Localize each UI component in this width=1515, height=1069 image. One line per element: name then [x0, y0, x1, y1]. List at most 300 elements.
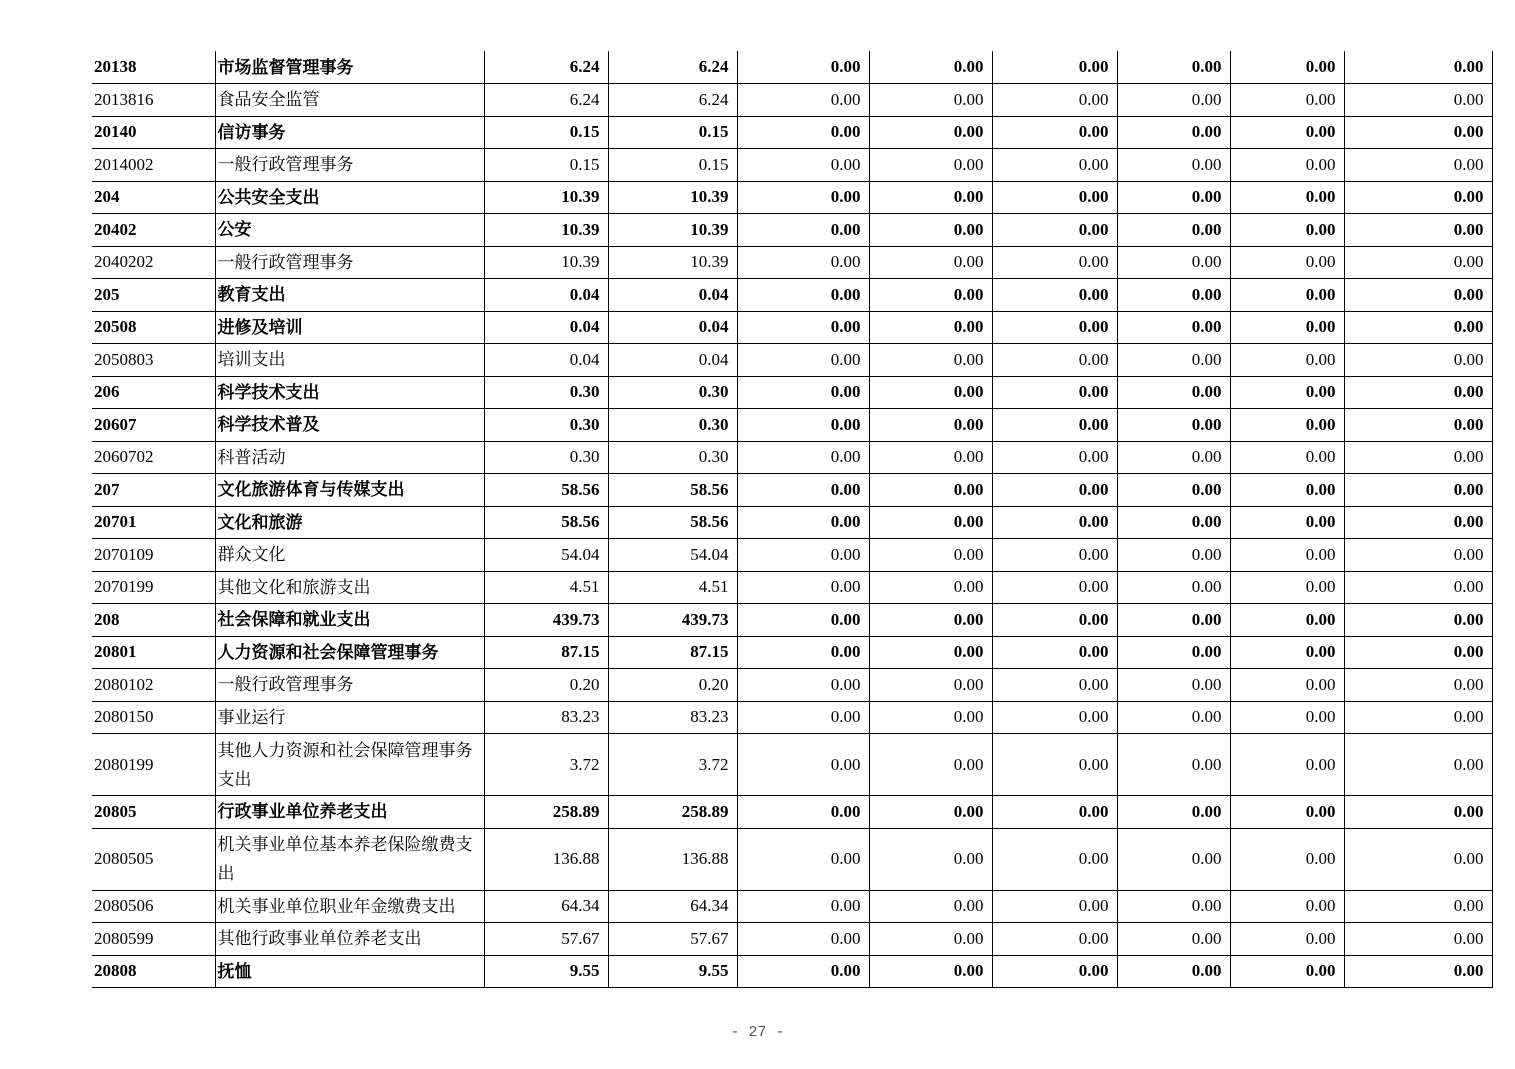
budget-table — [92, 51, 1493, 988]
amount-cell: 58.56 — [484, 506, 608, 539]
table-row — [92, 539, 1492, 572]
amount-cell: 0.00 — [1117, 796, 1230, 829]
table-row — [92, 506, 1492, 539]
amount-cell: 0.00 — [992, 604, 1117, 637]
amount-cell: 0.00 — [992, 506, 1117, 539]
amount-cell: 0.00 — [992, 796, 1117, 829]
amount-cell: 0.00 — [1344, 441, 1492, 474]
amount-cell: 0.00 — [992, 409, 1117, 442]
amount-cell: 0.00 — [1344, 84, 1492, 117]
amount-cell: 0.00 — [1117, 506, 1230, 539]
subject-code-cell: 208 — [92, 604, 215, 637]
amount-cell: 0.00 — [737, 604, 869, 637]
table-row — [92, 734, 1492, 796]
subject-code-cell: 206 — [92, 376, 215, 409]
amount-cell: 0.00 — [1230, 636, 1344, 669]
amount-cell: 0.00 — [737, 636, 869, 669]
amount-cell: 0.00 — [992, 441, 1117, 474]
amount-cell: 57.67 — [608, 923, 737, 956]
amount-cell: 0.00 — [992, 890, 1117, 923]
amount-cell: 0.00 — [1344, 923, 1492, 956]
subject-code-cell: 20808 — [92, 955, 215, 988]
amount-cell: 0.00 — [737, 890, 869, 923]
amount-cell: 0.00 — [869, 636, 992, 669]
amount-cell: 0.00 — [1230, 279, 1344, 312]
amount-cell: 0.00 — [737, 149, 869, 182]
amount-cell: 0.00 — [1117, 701, 1230, 734]
amount-cell: 0.00 — [1117, 474, 1230, 507]
amount-cell: 0.00 — [737, 734, 869, 796]
amount-cell: 0.00 — [737, 955, 869, 988]
amount-cell: 0.00 — [992, 539, 1117, 572]
amount-cell: 0.00 — [992, 669, 1117, 702]
table-row — [92, 441, 1492, 474]
amount-cell: 0.00 — [737, 246, 869, 279]
subject-code-cell: 2080599 — [92, 923, 215, 956]
amount-cell: 0.00 — [1344, 604, 1492, 637]
amount-cell: 0.00 — [1230, 828, 1344, 890]
subject-name-cell: 其他人力资源和社会保障管理事务支出 — [215, 734, 484, 796]
amount-cell: 0.00 — [992, 923, 1117, 956]
amount-cell: 0.00 — [992, 955, 1117, 988]
amount-cell: 0.00 — [1344, 571, 1492, 604]
amount-cell: 0.00 — [737, 701, 869, 734]
table-row — [92, 376, 1492, 409]
amount-cell: 0.00 — [869, 441, 992, 474]
amount-cell: 10.39 — [484, 214, 608, 247]
amount-cell: 0.00 — [1344, 279, 1492, 312]
table-row — [92, 409, 1492, 442]
amount-cell: 0.00 — [1117, 181, 1230, 214]
table-row — [92, 669, 1492, 702]
amount-cell: 0.15 — [484, 116, 608, 149]
amount-cell: 0.00 — [737, 376, 869, 409]
subject-code-cell: 2040202 — [92, 246, 215, 279]
amount-cell: 0.00 — [992, 701, 1117, 734]
table-row — [92, 604, 1492, 637]
amount-cell: 0.00 — [1117, 734, 1230, 796]
amount-cell: 439.73 — [608, 604, 737, 637]
amount-cell: 0.00 — [1344, 474, 1492, 507]
subject-name-cell: 社会保障和就业支出 — [215, 604, 484, 637]
amount-cell: 0.00 — [737, 506, 869, 539]
amount-cell: 0.00 — [737, 828, 869, 890]
amount-cell: 0.00 — [1117, 246, 1230, 279]
amount-cell: 0.00 — [1344, 376, 1492, 409]
amount-cell: 0.00 — [737, 311, 869, 344]
subject-name-cell: 科学技术普及 — [215, 409, 484, 442]
subject-name-cell: 公安 — [215, 214, 484, 247]
amount-cell: 6.24 — [484, 84, 608, 117]
amount-cell: 0.00 — [1117, 116, 1230, 149]
amount-cell: 0.00 — [737, 669, 869, 702]
amount-cell: 0.30 — [608, 409, 737, 442]
amount-cell: 0.00 — [1230, 955, 1344, 988]
amount-cell: 0.00 — [1230, 506, 1344, 539]
amount-cell: 136.88 — [608, 828, 737, 890]
amount-cell: 6.24 — [608, 51, 737, 84]
amount-cell: 0.00 — [869, 955, 992, 988]
table-row — [92, 890, 1492, 923]
amount-cell: 0.00 — [737, 796, 869, 829]
amount-cell: 0.00 — [992, 181, 1117, 214]
subject-name-cell: 机关事业单位基本养老保险缴费支出 — [215, 828, 484, 890]
subject-name-cell: 信访事务 — [215, 116, 484, 149]
amount-cell: 0.00 — [992, 376, 1117, 409]
amount-cell: 0.00 — [869, 51, 992, 84]
amount-cell: 0.00 — [1117, 604, 1230, 637]
amount-cell: 0.00 — [1230, 604, 1344, 637]
amount-cell: 0.00 — [1117, 149, 1230, 182]
subject-code-cell: 20140 — [92, 116, 215, 149]
amount-cell: 54.04 — [608, 539, 737, 572]
amount-cell: 57.67 — [484, 923, 608, 956]
amount-cell: 0.00 — [1117, 828, 1230, 890]
subject-code-cell: 20701 — [92, 506, 215, 539]
subject-name-cell: 科普活动 — [215, 441, 484, 474]
amount-cell: 0.00 — [1344, 890, 1492, 923]
amount-cell: 0.00 — [1344, 344, 1492, 377]
amount-cell: 10.39 — [608, 181, 737, 214]
table-row — [92, 246, 1492, 279]
amount-cell: 0.00 — [869, 181, 992, 214]
amount-cell: 0.00 — [1344, 116, 1492, 149]
subject-name-cell: 行政事业单位养老支出 — [215, 796, 484, 829]
amount-cell: 0.04 — [608, 311, 737, 344]
amount-cell: 0.15 — [608, 116, 737, 149]
amount-cell: 4.51 — [484, 571, 608, 604]
amount-cell: 0.00 — [1117, 890, 1230, 923]
subject-code-cell: 2060702 — [92, 441, 215, 474]
amount-cell: 0.15 — [484, 149, 608, 182]
subject-name-cell: 教育支出 — [215, 279, 484, 312]
amount-cell: 64.34 — [484, 890, 608, 923]
amount-cell: 0.00 — [1230, 669, 1344, 702]
page-number: - 27 - — [730, 1024, 785, 1041]
amount-cell: 3.72 — [484, 734, 608, 796]
amount-cell: 0.00 — [737, 344, 869, 377]
amount-cell: 0.00 — [1230, 246, 1344, 279]
amount-cell: 0.00 — [869, 84, 992, 117]
subject-name-cell: 科学技术支出 — [215, 376, 484, 409]
amount-cell: 258.89 — [608, 796, 737, 829]
amount-cell: 10.39 — [484, 181, 608, 214]
amount-cell: 0.00 — [1230, 734, 1344, 796]
subject-name-cell: 其他行政事业单位养老支出 — [215, 923, 484, 956]
subject-code-cell: 2080199 — [92, 734, 215, 796]
amount-cell: 0.00 — [869, 828, 992, 890]
amount-cell: 0.00 — [1230, 923, 1344, 956]
amount-cell: 10.39 — [608, 246, 737, 279]
amount-cell: 0.00 — [992, 116, 1117, 149]
amount-cell: 0.00 — [1344, 701, 1492, 734]
amount-cell: 0.00 — [737, 84, 869, 117]
amount-cell: 0.00 — [869, 344, 992, 377]
amount-cell: 0.04 — [608, 279, 737, 312]
subject-name-cell: 一般行政管理事务 — [215, 669, 484, 702]
amount-cell: 0.00 — [1344, 409, 1492, 442]
subject-name-cell: 食品安全监管 — [215, 84, 484, 117]
amount-cell: 0.00 — [1230, 149, 1344, 182]
amount-cell: 58.56 — [608, 506, 737, 539]
amount-cell: 0.00 — [737, 441, 869, 474]
amount-cell: 0.00 — [1230, 539, 1344, 572]
amount-cell: 0.20 — [484, 669, 608, 702]
amount-cell: 0.30 — [484, 441, 608, 474]
amount-cell: 0.00 — [737, 279, 869, 312]
amount-cell: 0.00 — [992, 279, 1117, 312]
amount-cell: 0.00 — [1230, 116, 1344, 149]
amount-cell: 0.00 — [737, 116, 869, 149]
amount-cell: 0.00 — [1230, 890, 1344, 923]
table-row — [92, 636, 1492, 669]
amount-cell: 4.51 — [608, 571, 737, 604]
amount-cell: 83.23 — [484, 701, 608, 734]
table-row — [92, 923, 1492, 956]
subject-code-cell: 20508 — [92, 311, 215, 344]
amount-cell: 0.00 — [737, 181, 869, 214]
amount-cell: 58.56 — [484, 474, 608, 507]
amount-cell: 0.00 — [1230, 214, 1344, 247]
amount-cell: 83.23 — [608, 701, 737, 734]
amount-cell: 0.00 — [1344, 669, 1492, 702]
table-row — [92, 344, 1492, 377]
amount-cell: 136.88 — [484, 828, 608, 890]
amount-cell: 0.00 — [869, 539, 992, 572]
amount-cell: 0.00 — [1117, 344, 1230, 377]
amount-cell: 10.39 — [608, 214, 737, 247]
subject-code-cell: 205 — [92, 279, 215, 312]
amount-cell: 0.00 — [737, 539, 869, 572]
amount-cell: 10.39 — [484, 246, 608, 279]
amount-cell: 0.00 — [869, 246, 992, 279]
subject-name-cell: 一般行政管理事务 — [215, 149, 484, 182]
amount-cell: 0.30 — [484, 409, 608, 442]
amount-cell: 0.00 — [1230, 376, 1344, 409]
amount-cell: 0.00 — [869, 669, 992, 702]
subject-code-cell: 20801 — [92, 636, 215, 669]
amount-cell: 0.00 — [992, 51, 1117, 84]
amount-cell: 9.55 — [608, 955, 737, 988]
subject-name-cell: 抚恤 — [215, 955, 484, 988]
amount-cell: 0.00 — [869, 890, 992, 923]
amount-cell: 0.00 — [992, 734, 1117, 796]
amount-cell: 0.00 — [737, 474, 869, 507]
subject-name-cell: 文化和旅游 — [215, 506, 484, 539]
amount-cell: 0.00 — [1117, 955, 1230, 988]
amount-cell: 0.00 — [1230, 441, 1344, 474]
subject-name-cell: 一般行政管理事务 — [215, 246, 484, 279]
amount-cell: 0.00 — [1344, 149, 1492, 182]
table-row — [92, 214, 1492, 247]
amount-cell: 0.00 — [992, 474, 1117, 507]
amount-cell: 0.00 — [1117, 279, 1230, 312]
subject-name-cell: 事业运行 — [215, 701, 484, 734]
subject-code-cell: 20607 — [92, 409, 215, 442]
amount-cell: 0.00 — [1344, 955, 1492, 988]
subject-name-cell: 进修及培训 — [215, 311, 484, 344]
table-row — [92, 796, 1492, 829]
amount-cell: 0.30 — [484, 376, 608, 409]
amount-cell: 64.34 — [608, 890, 737, 923]
amount-cell: 0.00 — [869, 279, 992, 312]
amount-cell: 0.00 — [992, 311, 1117, 344]
amount-cell: 0.00 — [869, 923, 992, 956]
table-row — [92, 84, 1492, 117]
subject-name-cell: 培训支出 — [215, 344, 484, 377]
subject-code-cell: 2013816 — [92, 84, 215, 117]
amount-cell: 0.00 — [1230, 701, 1344, 734]
amount-cell: 0.00 — [1117, 636, 1230, 669]
subject-code-cell: 20138 — [92, 51, 215, 84]
amount-cell: 0.00 — [869, 474, 992, 507]
amount-cell: 0.04 — [484, 344, 608, 377]
table-row — [92, 116, 1492, 149]
subject-code-cell: 2050803 — [92, 344, 215, 377]
table-row — [92, 181, 1492, 214]
amount-cell: 0.00 — [1117, 214, 1230, 247]
amount-cell: 0.00 — [869, 376, 992, 409]
amount-cell: 0.00 — [992, 84, 1117, 117]
amount-cell: 0.00 — [992, 149, 1117, 182]
amount-cell: 0.30 — [608, 376, 737, 409]
amount-cell: 0.00 — [737, 923, 869, 956]
subject-code-cell: 2080505 — [92, 828, 215, 890]
amount-cell: 0.00 — [869, 409, 992, 442]
amount-cell: 3.72 — [608, 734, 737, 796]
amount-cell: 0.00 — [869, 701, 992, 734]
amount-cell: 0.00 — [1230, 311, 1344, 344]
table-row — [92, 571, 1492, 604]
amount-cell: 0.15 — [608, 149, 737, 182]
amount-cell: 87.15 — [608, 636, 737, 669]
table-row — [92, 955, 1492, 988]
amount-cell: 0.00 — [1117, 539, 1230, 572]
table-row — [92, 828, 1492, 890]
amount-cell: 0.00 — [869, 571, 992, 604]
table-row — [92, 279, 1492, 312]
amount-cell: 0.04 — [484, 279, 608, 312]
amount-cell: 9.55 — [484, 955, 608, 988]
amount-cell: 0.04 — [484, 311, 608, 344]
amount-cell: 0.00 — [1117, 311, 1230, 344]
amount-cell: 0.00 — [992, 636, 1117, 669]
amount-cell: 0.00 — [1344, 51, 1492, 84]
amount-cell: 0.00 — [1344, 828, 1492, 890]
amount-cell: 54.04 — [484, 539, 608, 572]
amount-cell: 0.30 — [608, 441, 737, 474]
amount-cell: 0.00 — [1117, 409, 1230, 442]
amount-cell: 0.00 — [869, 116, 992, 149]
table-row — [92, 311, 1492, 344]
amount-cell: 0.00 — [1344, 214, 1492, 247]
amount-cell: 439.73 — [484, 604, 608, 637]
amount-cell: 0.00 — [1344, 311, 1492, 344]
amount-cell: 0.00 — [737, 51, 869, 84]
subject-name-cell: 市场监督管理事务 — [215, 51, 484, 84]
amount-cell: 0.00 — [869, 214, 992, 247]
amount-cell: 0.00 — [1344, 636, 1492, 669]
subject-name-cell: 文化旅游体育与传媒支出 — [215, 474, 484, 507]
amount-cell: 0.00 — [1117, 441, 1230, 474]
subject-code-cell: 207 — [92, 474, 215, 507]
amount-cell: 0.00 — [992, 571, 1117, 604]
amount-cell: 0.00 — [869, 604, 992, 637]
amount-cell: 0.00 — [869, 311, 992, 344]
amount-cell: 0.00 — [869, 796, 992, 829]
amount-cell: 0.00 — [1344, 181, 1492, 214]
amount-cell: 0.00 — [869, 506, 992, 539]
amount-cell: 0.00 — [1230, 84, 1344, 117]
amount-cell: 0.00 — [992, 344, 1117, 377]
subject-code-cell: 204 — [92, 181, 215, 214]
amount-cell: 0.00 — [1117, 51, 1230, 84]
amount-cell: 0.00 — [1344, 246, 1492, 279]
amount-cell: 0.00 — [1117, 923, 1230, 956]
amount-cell: 0.00 — [1117, 571, 1230, 604]
amount-cell: 0.00 — [737, 214, 869, 247]
amount-cell: 0.00 — [1230, 474, 1344, 507]
table-row — [92, 51, 1492, 84]
subject-code-cell: 2080150 — [92, 701, 215, 734]
subject-code-cell: 20805 — [92, 796, 215, 829]
amount-cell: 0.00 — [1230, 796, 1344, 829]
subject-code-cell: 2080102 — [92, 669, 215, 702]
amount-cell: 0.00 — [1230, 409, 1344, 442]
amount-cell: 0.00 — [869, 734, 992, 796]
subject-code-cell: 2080506 — [92, 890, 215, 923]
table-row — [92, 701, 1492, 734]
budget-table-body — [92, 51, 1492, 988]
amount-cell: 0.00 — [992, 246, 1117, 279]
table-row — [92, 149, 1492, 182]
amount-cell: 87.15 — [484, 636, 608, 669]
amount-cell: 0.00 — [1344, 539, 1492, 572]
amount-cell: 0.00 — [1230, 181, 1344, 214]
subject-code-cell: 2070109 — [92, 539, 215, 572]
subject-name-cell: 公共安全支出 — [215, 181, 484, 214]
amount-cell: 6.24 — [608, 84, 737, 117]
amount-cell: 0.00 — [992, 828, 1117, 890]
subject-code-cell: 20402 — [92, 214, 215, 247]
amount-cell: 0.00 — [1117, 669, 1230, 702]
subject-name-cell: 人力资源和社会保障管理事务 — [215, 636, 484, 669]
subject-name-cell: 其他文化和旅游支出 — [215, 571, 484, 604]
amount-cell: 0.00 — [737, 571, 869, 604]
amount-cell: 0.00 — [1230, 51, 1344, 84]
subject-code-cell: 2014002 — [92, 149, 215, 182]
amount-cell: 58.56 — [608, 474, 737, 507]
amount-cell: 0.00 — [869, 149, 992, 182]
amount-cell: 6.24 — [484, 51, 608, 84]
amount-cell: 0.00 — [737, 409, 869, 442]
amount-cell: 0.20 — [608, 669, 737, 702]
amount-cell: 258.89 — [484, 796, 608, 829]
amount-cell: 0.00 — [1230, 344, 1344, 377]
amount-cell: 0.00 — [1344, 734, 1492, 796]
table-row — [92, 474, 1492, 507]
amount-cell: 0.00 — [992, 214, 1117, 247]
subject-code-cell: 2070199 — [92, 571, 215, 604]
amount-cell: 0.04 — [608, 344, 737, 377]
amount-cell: 0.00 — [1344, 506, 1492, 539]
amount-cell: 0.00 — [1117, 376, 1230, 409]
amount-cell: 0.00 — [1344, 796, 1492, 829]
subject-name-cell: 群众文化 — [215, 539, 484, 572]
amount-cell: 0.00 — [1230, 571, 1344, 604]
amount-cell: 0.00 — [1117, 84, 1230, 117]
subject-name-cell: 机关事业单位职业年金缴费支出 — [215, 890, 484, 923]
